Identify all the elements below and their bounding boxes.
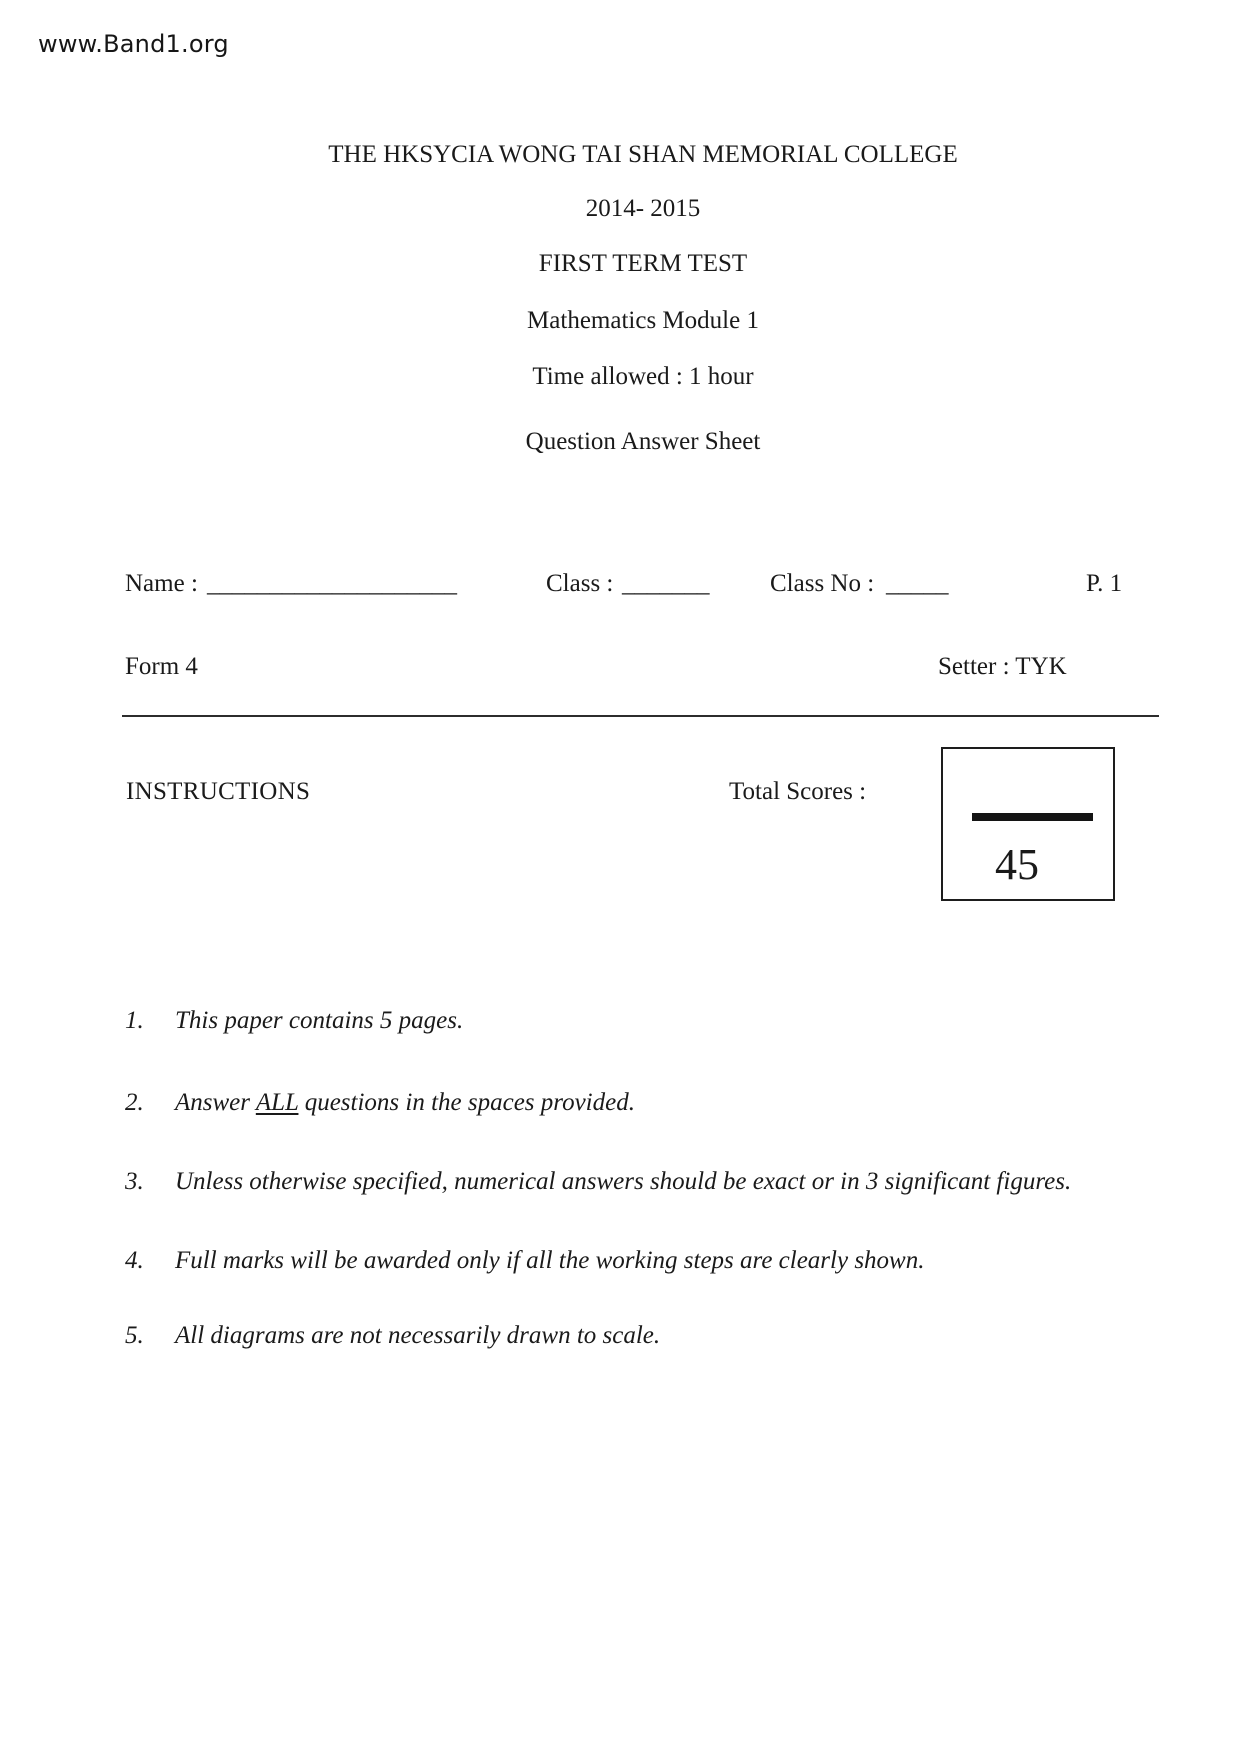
instruction-number: 1. [125, 1007, 144, 1034]
instruction-number: 5. [125, 1322, 144, 1349]
form-label: Form 4 [125, 653, 198, 680]
instruction-item-1 [125, 1007, 1185, 1035]
instruction-item-2 [125, 1089, 1185, 1117]
instruction-number: 4. [125, 1247, 144, 1274]
instruction-text: All diagrams are not necessarily drawn to scale. [175, 1322, 661, 1349]
instruction-number: 3. [125, 1168, 144, 1195]
school-name: THE HKSYCIA WONG TAI SHAN MEMORIAL COLLEGE [328, 141, 958, 168]
academic-year: 2014- 2015 [585, 195, 701, 222]
page-number: P. 1 [1086, 570, 1123, 597]
watermark: www.Band1.org [38, 30, 229, 58]
total-score-box [941, 747, 1115, 901]
class-label: Class : [546, 570, 614, 597]
class-blank-line: _______ [622, 570, 710, 597]
section-divider [122, 715, 1159, 717]
setter-label: Setter : TYK [938, 653, 1067, 680]
instruction-item-3 [125, 1168, 1185, 1196]
instructions-heading: INSTRUCTIONS [126, 778, 311, 805]
instruction-text: Answer [175, 1089, 256, 1116]
instruction-text: This paper contains 5 pages. [175, 1007, 464, 1034]
total-scores-label: Total Scores : [729, 778, 867, 805]
instruction-item-5 [125, 1322, 1185, 1350]
name-blank-line: ____________________ [207, 570, 457, 597]
instruction-text: Unless otherwise specified, numerical answers should be exact or in 3 significant figures. [175, 1168, 1072, 1195]
time-allowed: Time allowed : 1 hour [532, 363, 754, 390]
exam-title: FIRST TERM TEST [538, 250, 748, 277]
subject-title: Mathematics Module 1 [527, 307, 759, 334]
instruction-underlined-text: ALL [255, 1089, 299, 1116]
instruction-text: Full marks will be awarded only if all the working steps are clearly shown. [175, 1247, 925, 1274]
instruction-number: 2. [125, 1089, 144, 1116]
instruction-text: questions in the spaces provided. [298, 1089, 635, 1116]
class-no-blank-line: _____ [886, 570, 949, 597]
total-score-value: 45 [995, 840, 1039, 889]
class-no-label: Class No : [770, 570, 875, 597]
score-divider-line [972, 813, 1093, 821]
name-label: Name : [125, 570, 198, 597]
sheet-title: Question Answer Sheet [525, 428, 761, 455]
instruction-item-4 [125, 1247, 1185, 1275]
